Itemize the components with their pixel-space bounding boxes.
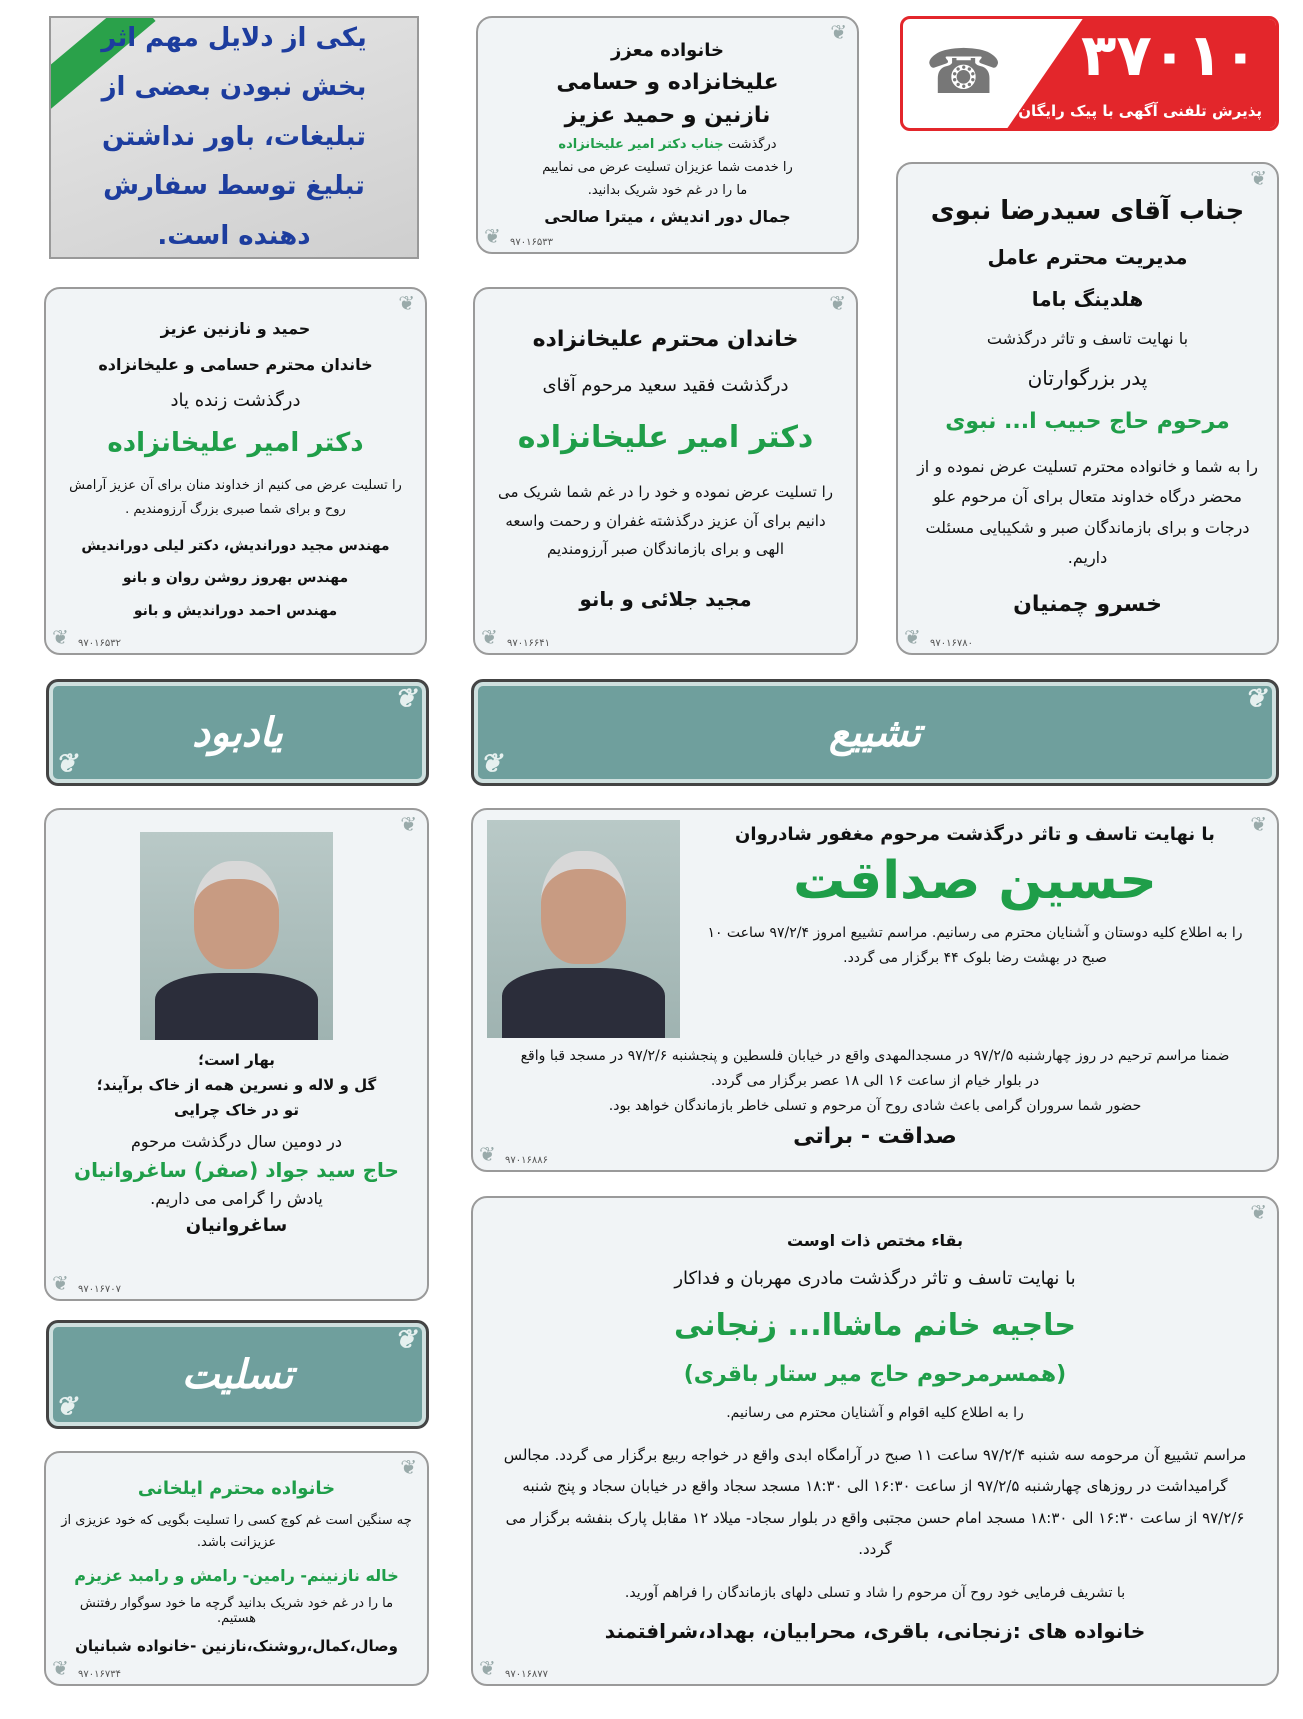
- ornament-icon: ❦: [479, 1656, 496, 1680]
- ad-body: را به اطلاع کلیه دوستان و آشنایان محترم می رسانیم. مراسم تشییع امروز ۹۷/۲/۴ ساعت ۱۰ صبح در بهشت رضا بلوک ۴۴ برگزار می گردد.: [707, 925, 1243, 967]
- ornament-icon: ❦: [904, 625, 921, 649]
- deceased-name: حسین صداقت: [793, 851, 1157, 911]
- poem-line: گل و لاله و نسرین همه از خاک برآیند؛: [96, 1076, 377, 1094]
- ornament-icon: ❦: [479, 1142, 496, 1166]
- ornament-icon: ❦: [830, 20, 847, 44]
- ad-line: حمید و نازنین عزیز: [160, 319, 311, 339]
- ad-body: را به شما و خانواده محترم تسلیت عرض نموده و از محضر درگاه خداوند متعال برای آن مرحوم علو درجات و برای بازماندگان صبر و شکیبایی مسئلت داریم.: [917, 456, 1258, 568]
- ad-code: ۹۷۰۱۶۵۳۲: [78, 638, 121, 649]
- ad-code: ۹۷۰۱۶۸۷۷: [505, 1669, 548, 1680]
- promo-text: یکی از دلایل مهم اثر بخش نبودن بعضی از تبلیغات، باور نداشتن تبلیغ توسط سفارش دهنده است.: [101, 23, 367, 251]
- ad-line: درگذشت فقید سعید مرحوم آقای: [542, 375, 789, 397]
- ad-line: نازنین و حمید عزیز: [564, 103, 771, 129]
- ad-code: ۹۷۰۱۶۸۸۶: [505, 1155, 548, 1166]
- ad-code: ۹۷۰۱۶۷۰۷: [78, 1284, 121, 1295]
- ad-signature: صداقت - براتی: [793, 1123, 957, 1149]
- banner-title: یادبود: [192, 709, 283, 756]
- ad-body: مراسم تشییع آن مرحومه سه شنبه ۹۷/۲/۴ ساعت ۱۱ صبح در آرامگاه ابدی واقع در خواجه ربیع برگزار می گردد. مجالس گرامیداشت در روزهای چهارشنبه ۹۷/۲/۵ از ساعت ۱۶:۳۰ الی ۱۸:۳۰ مسجد سجاد واقع در خیابان سجاد و پنج شنبه ۹۷/۲/۶ از ساعت ۱۶:۳۰ الی ۱۸:۳۰ مسجد امام حسن مجتبی واقع در بلوار سجاد- میلاد ۱۲ مقابل پارک بنفشه برگزار می گردد.: [503, 1445, 1247, 1559]
- deceased-name: جناب دکتر امیر علیخانزاده: [558, 136, 724, 152]
- deceased-photo: [140, 832, 333, 1040]
- ad-line: خاندان محترم حسامی و علیخانزاده: [98, 354, 373, 374]
- ad-code: ۹۷۰۱۶۷۸۰: [930, 638, 973, 649]
- poem-line: تو در خاک چرایی: [174, 1101, 299, 1119]
- phone-banner: [900, 16, 1279, 131]
- condolence-ad-7: [44, 1451, 429, 1686]
- ad-top-section: [493, 824, 1257, 1044]
- condolence-ad-3: [44, 287, 427, 655]
- deceased-name: مرحوم حاج حبیب ا... نبوی: [945, 408, 1230, 434]
- ad-line: با نهایت تاسف و تاثر درگذشت مادری مهربان و فداکار: [674, 1268, 1076, 1290]
- ad-line: خانواده محترم ایلخانی: [137, 1478, 336, 1500]
- phone-caption: پذیرش تلفنی آگهی با پیک رایگان: [1018, 102, 1262, 120]
- deceased-name: دکتر امیر علیخانزاده: [107, 427, 364, 458]
- ad-line: هلدینگ باما: [1031, 286, 1144, 311]
- ad-signature: مهندس بهروز روشن روان و بانو: [122, 570, 349, 587]
- ad-line: پدر بزرگوارتان: [1027, 366, 1148, 391]
- ornament-icon: ❦: [52, 625, 69, 649]
- deceased-name: حاجیه خانم ماشاا... زنجانی: [673, 1307, 1077, 1343]
- ornament-icon: ❦: [400, 1455, 417, 1479]
- ad-body: چه سنگین است غم کوچ کسی را تسلیت بگویی که خود عزیزی از عزیزانت باشد.: [61, 1513, 412, 1551]
- ornament-icon: ❦: [481, 625, 498, 649]
- ornament-icon: ❦: [55, 1392, 77, 1422]
- ornament-icon: ❦: [394, 684, 416, 714]
- ad-signature: خانواده های :زنجانی، باقری، محرابیان، بهداد،شرافتمند: [604, 1619, 1146, 1644]
- section-banner-tashih: [471, 679, 1279, 786]
- ornament-icon: ❦: [55, 749, 77, 779]
- ad-line: با نهایت تاسف و تاثر درگذشت: [986, 329, 1189, 349]
- condolence-ad-1: [476, 16, 859, 254]
- ad-signature: خسرو چمنیان: [1013, 591, 1162, 617]
- funeral-ad-sedaghat: [471, 808, 1279, 1172]
- ornament-icon: ❦: [398, 291, 415, 315]
- deceased-photo: [487, 820, 680, 1038]
- ad-signature: مجید جلائی و بانو: [579, 587, 752, 612]
- ad-line: با نهایت تاسف و تاثر درگذشت مرحوم مغفور شادروان: [735, 824, 1215, 845]
- ad-body: را تسلیت عرض می کنیم از خداوند منان برای آن عزیز آرامش روح و برای شما صبری بزرگ آرزومندیم .: [69, 478, 402, 517]
- deceased-name: دکتر امیر علیخانزاده: [517, 419, 814, 455]
- banner-title: تسلیت: [181, 1351, 294, 1398]
- ad-code: ۹۷۰۱۶۶۴۱: [507, 638, 550, 649]
- ad-line: علیخانزاده و حسامی: [556, 69, 779, 95]
- condolence-ad-2: [896, 162, 1279, 655]
- ad-line: درگذشت زنده یاد: [170, 390, 301, 412]
- ad-text: درگذشت: [727, 136, 777, 152]
- deceased-spouse: (همسرمرحوم حاج میر ستار باقری): [683, 1361, 1067, 1387]
- ad-signature: جمال دور اندیش ، میترا صالحی: [544, 206, 791, 226]
- ad-line: جناب آقای سیدرضا نبوی: [930, 196, 1245, 227]
- ornament-icon: ❦: [1250, 166, 1267, 190]
- section-banner-yadbood: [46, 679, 429, 786]
- ad-line: [492, 137, 843, 152]
- ornament-icon: ❦: [1244, 684, 1266, 714]
- ad-names: خاله نازنینم- رامین- رامش و رامبد عزیزم: [74, 1565, 399, 1585]
- ad-signature: وصال،کمال،روشنک،نازنین -خانواده شبانیان: [75, 1636, 398, 1655]
- ad-code: ۹۷۰۱۶۷۳۴: [78, 1669, 121, 1680]
- ornament-icon: ❦: [1250, 1200, 1267, 1224]
- ornament-icon: ❦: [394, 1325, 416, 1355]
- ornament-icon: ❦: [52, 1656, 69, 1680]
- ad-signature: مهندس احمد دوراندیش و بانو: [133, 602, 338, 619]
- poem-line: بهار است؛: [198, 1051, 275, 1069]
- funeral-ad-zanjani: [471, 1196, 1279, 1686]
- ornament-icon: ❦: [484, 224, 501, 248]
- ad-body: ضمنا مراسم ترحیم در روز چهارشنبه ۹۷/۲/۵ در مسجدالمهدی واقع در خیابان فلسطین و پنجشنبه ۹۷/۲/۶ در مسجد قبا واقع در بلوار خیام از ساعت ۱۶ الی ۱۸ عصر برگزار می گردد.: [520, 1048, 1230, 1090]
- ad-body: را تسلیت عرض نموده و خود را در غم شما شریک می دانیم برای آن عزیز درگذشته غفران و رحمت واسعه الهی و برای بازماندگان صبر آرزومندیم: [497, 483, 834, 559]
- phone-icon: ☎: [925, 35, 1003, 108]
- ornament-icon: ❦: [52, 1271, 69, 1295]
- ad-body: ما را در غم خود شریک بدانید گرچه ما خود سوگوار رفتنش هستیم.: [79, 1595, 394, 1626]
- section-banner-taslit: [46, 1320, 429, 1429]
- ornament-icon: ❦: [400, 812, 417, 836]
- ad-line: ما را در غم خود شریک بدانید.: [587, 183, 748, 199]
- ad-signature: ساغروانیان: [185, 1215, 288, 1236]
- deceased-name: حاج سید جواد (صفر) ساغروانیان: [74, 1158, 399, 1182]
- ad-line: را خدمت شما عزیزان تسلیت عرض می نماییم: [542, 159, 793, 175]
- ad-body: حضور شما سروران گرامی باعث شادی روح آن مرحوم و تسلی خاطر بازماندگان خواهد بود.: [608, 1098, 1142, 1115]
- promo-ad: [49, 16, 419, 259]
- memorial-ad: [44, 808, 429, 1301]
- ad-line: در دومین سال درگذشت مرحوم: [131, 1132, 342, 1151]
- ad-code: ۹۷۰۱۶۵۳۳: [510, 237, 553, 248]
- ad-body: با تشریف فرمایی خود روح آن مرحوم را شاد و تسلی دلهای بازماندگان را فراهم آورید.: [624, 1584, 1126, 1601]
- phone-number: ۳۷۰۱۰: [1080, 21, 1258, 89]
- ad-line: خاندان محترم علیخانزاده: [532, 326, 799, 352]
- condolence-ad-4: [473, 287, 858, 655]
- ad-line: بقاء مختص ذات اوست: [786, 1230, 964, 1250]
- banner-title: تشییع: [828, 709, 922, 756]
- ad-line: یادش را گرامی می داریم.: [150, 1189, 323, 1208]
- ad-line: مدیریت محترم عامل: [987, 244, 1188, 269]
- ornament-icon: ❦: [829, 291, 846, 315]
- ad-signature: مهندس مجید دوراندیش، دکتر لیلی دوراندیش: [81, 537, 390, 554]
- ornament-icon: ❦: [1250, 812, 1267, 836]
- ornament-icon: ❦: [480, 749, 502, 779]
- ad-body: را به اطلاع کلیه اقوام و آشنایان محترم می رسانیم.: [726, 1405, 1024, 1422]
- ad-line: خانواده معزز: [611, 40, 724, 62]
